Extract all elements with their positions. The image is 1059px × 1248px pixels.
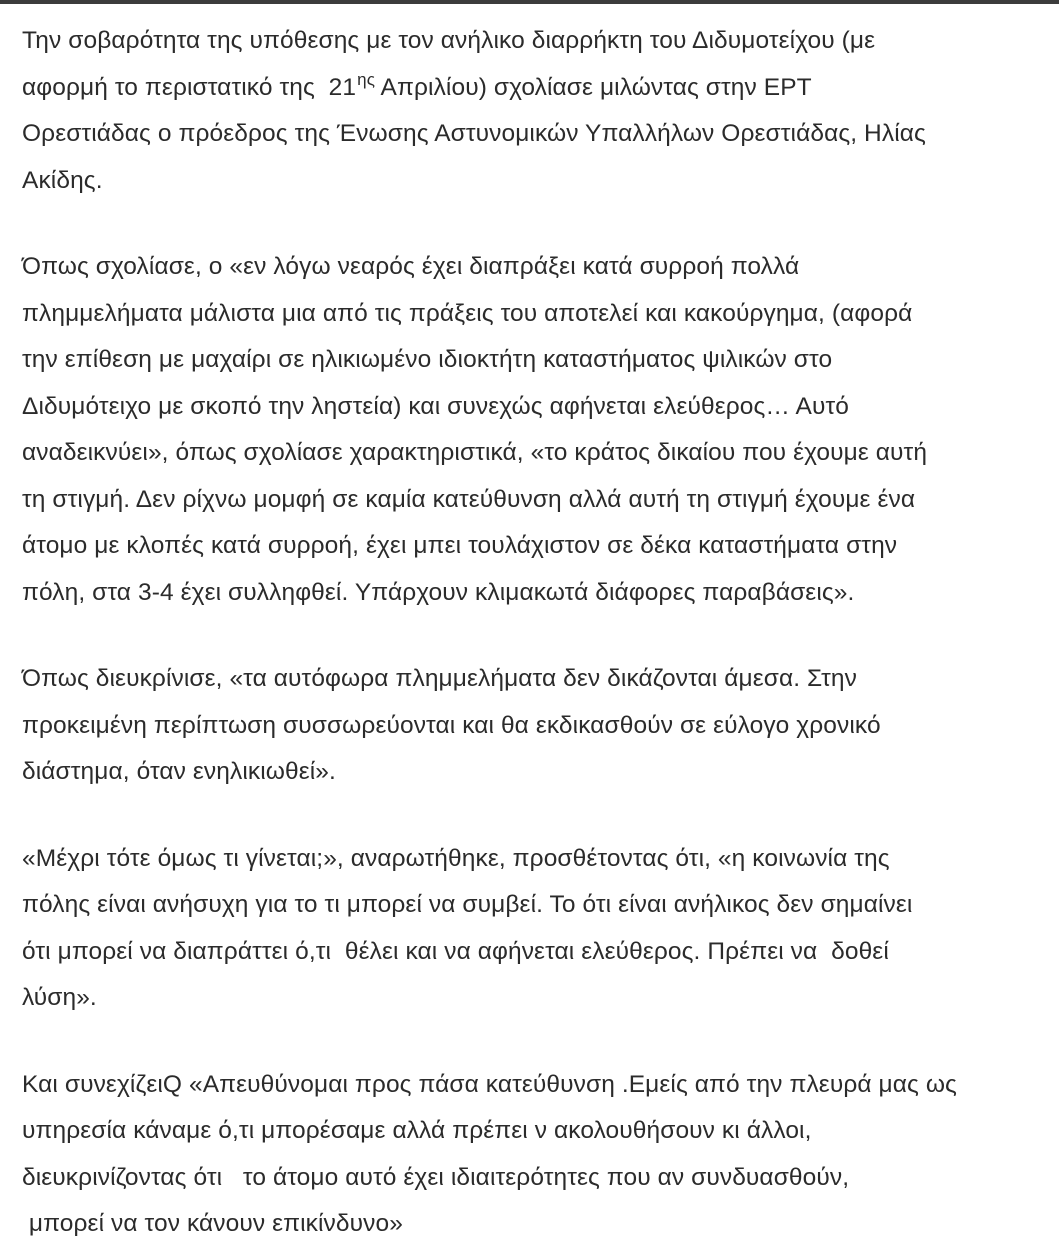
text-line-with-date <box>22 65 1052 112</box>
text-line: Ορεστιάδας ο πρόεδρος της Ένωσης Αστυνομικών Υπαλλήλων Ορεστιάδας, Ηλίας <box>22 120 926 147</box>
text-line: Και συνεχίζειQ «Απευθύνομαι προς πάσα κατεύθυνση .Εμείς από την πλευρά μας ως <box>22 1070 957 1098</box>
paragraph-quote-4 <box>22 1062 1052 1248</box>
text-line: διευκρινίζοντας ότι το άτομο αυτό έχει ιδιαιτερότητες που αν συνδυασθούν, <box>22 1163 850 1191</box>
text-line: Ακίδης. <box>22 166 103 194</box>
text-line: Όπως σχολίασε, ο «εν λόγω νεαρός έχει διαπράξει κατά συρροή πολλά <box>22 253 800 280</box>
text-line: πόλης είναι ανήσυχη για το τι μπορεί να συμβεί. Το ότι είναι ανήλικος δεν σημαίνει <box>22 891 913 918</box>
text-line: την επίθεση με μαχαίρι σε ηλικιωμένο ιδιοκτήτη καταστήματος ψιλικών στο <box>22 346 833 373</box>
text-line: πόλη, στα 3-4 έχει συλληφθεί. Υπάρχουν κλιμακωτά διάφορες παραβάσεις». <box>22 578 855 606</box>
text-line: αναδεικνύει», όπως σχολίασε χαρακτηριστικά, «το κράτος δικαίου που έχουμε αυτή <box>22 439 928 466</box>
article-body <box>22 18 1052 1248</box>
text-line: Την σοβαρότητα της υπόθεσης με τον ανήλικο διαρρήκτη του Διδυμοτείχου (με <box>22 27 876 54</box>
text-line: ότι μπορεί να διαπράττει ό,τι θέλει και να αφήνεται ελεύθερος. Πρέπει να δοθεί <box>22 937 889 965</box>
ordinal-superscript: ης <box>357 69 375 89</box>
text-line: υπηρεσία κάναμε ό,τι μπορέσαμε αλλά πρέπει ν ακολουθήσουν κι άλλοι, <box>22 1117 812 1144</box>
text-line: προκειμένη περίπτωση συσσωρεύονται και θα εκδικασθούν σε εύλογο χρονικό <box>22 711 881 739</box>
text-line: τη στιγμή. Δεν ρίχνω μομφή σε καμία κατεύθυνση αλλά αυτή τη στιγμή έχουμε ένα <box>22 485 916 513</box>
text-line: Διδυμότειχο με σκοπό την ληστεία) και συνεχώς αφήνεται ελεύθερος… Αυτό <box>22 392 849 420</box>
text-line: άτομο με κλοπές κατά συρροή, έχει μπει τουλάχιστον σε δέκα καταστήματα στην <box>22 532 898 559</box>
text-segment: αφορμή το περιστατικό της 21 <box>22 73 357 101</box>
top-divider-bar <box>0 0 1059 4</box>
paragraph-quote-1 <box>22 244 1052 616</box>
text-line: «Μέχρι τότε όμως τι γίνεται;», αναρωτήθηκε, προσθέτοντας ότι, «η κοινωνία της <box>22 844 890 872</box>
paragraph-intro <box>22 18 1052 204</box>
paragraph-quote-3 <box>22 836 1052 1022</box>
text-segment: Απριλίου) σχολίασε μιλώντας στην ΕΡΤ <box>375 73 812 101</box>
text-line: λύση». <box>22 984 97 1011</box>
text-line: Όπως διευκρίνισε, «τα αυτόφωρα πλημμελήματα δεν δικάζονται άμεσα. Στην <box>22 665 857 692</box>
text-line: διάστημα, όταν ενηλικιωθεί». <box>22 758 336 785</box>
text-line: πλημμελήματα μάλιστα μια από τις πράξεις του αποτελεί και κακούργημα, (αφορά <box>22 299 913 327</box>
paragraph-quote-2 <box>22 656 1052 796</box>
text-line: μπορεί να τον κάνουν επικίνδυνο» <box>22 1210 403 1237</box>
